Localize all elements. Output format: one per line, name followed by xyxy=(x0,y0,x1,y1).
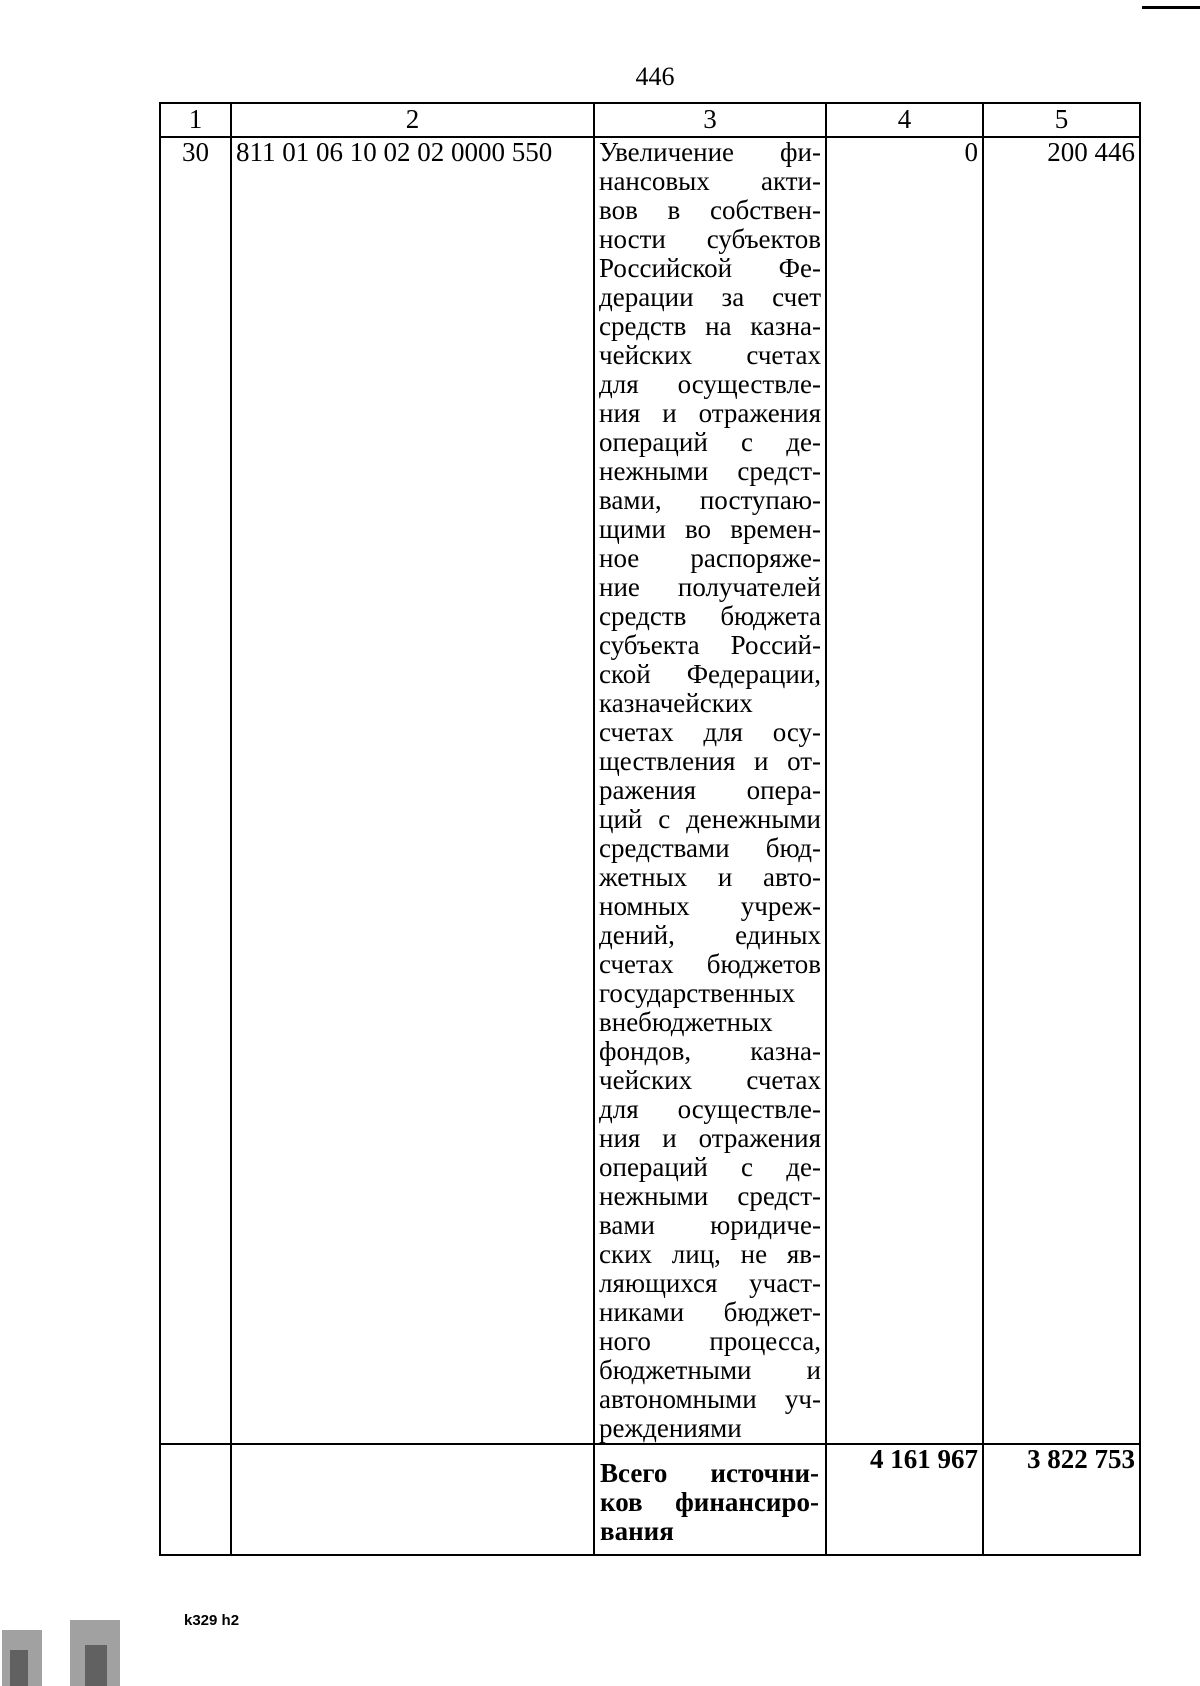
description-line: ния и отражения xyxy=(599,398,821,428)
total-value-col5: 3 822 753 xyxy=(983,1444,1140,1555)
description-line: для осуществле- xyxy=(599,369,821,399)
row-code: 811 01 06 10 02 02 0000 550 xyxy=(231,137,594,1444)
description-line: автономными уч- xyxy=(599,1384,821,1414)
top-edge-line xyxy=(1142,6,1200,9)
description-line: для осуществле- xyxy=(599,1094,821,1124)
row-value-col5: 200 446 xyxy=(983,137,1140,1444)
description-line: внебюджетных xyxy=(599,1007,773,1037)
description-line: операций с де- xyxy=(599,1152,821,1182)
description-line: ций с денежными xyxy=(599,804,821,834)
description-line: субъекта Россий- xyxy=(599,630,821,660)
total-label-line: вания xyxy=(600,1516,674,1546)
description-line: ражения опера- xyxy=(599,775,821,805)
description-line: ния и отражения xyxy=(599,1123,821,1153)
description-line: ляющихся участ- xyxy=(599,1268,821,1298)
description-line: вами юридиче- xyxy=(599,1210,821,1240)
total-label xyxy=(594,1444,826,1555)
total-row xyxy=(160,1444,1140,1555)
description-line: фондов, казна- xyxy=(599,1036,821,1066)
header-col-1: 1 xyxy=(160,103,231,137)
sources-table xyxy=(159,102,1141,1556)
total-empty-col1 xyxy=(160,1444,231,1555)
description-line: ской Федерации, xyxy=(599,659,821,689)
header-col-5: 5 xyxy=(983,103,1140,137)
description-line: средств бюджета xyxy=(599,601,821,631)
description-line: нежными средст- xyxy=(599,1181,821,1211)
description-line: реждениями xyxy=(599,1413,742,1443)
row-number: 30 xyxy=(160,137,231,1444)
description-line: ских лиц, не яв- xyxy=(599,1239,821,1269)
description-line: жетных и авто- xyxy=(599,862,821,892)
header-col-4: 4 xyxy=(826,103,983,137)
description-line: операций с де- xyxy=(599,427,821,457)
footer-code: k329 h2 xyxy=(184,1612,240,1629)
total-label-line: Всего источни- xyxy=(600,1458,819,1488)
description-line: счетах бюджетов xyxy=(599,949,821,979)
description-line: бюджетными и xyxy=(599,1355,821,1385)
description-line: средств на казна- xyxy=(599,311,821,341)
table-row xyxy=(160,137,1140,1444)
description-line: Увеличение фи- xyxy=(599,137,821,167)
description-line: ществления и от- xyxy=(599,746,821,776)
description-line: средствами бюд- xyxy=(599,833,821,863)
description-line: казначейских xyxy=(599,688,753,718)
header-row xyxy=(160,103,1140,137)
description-line: щими во времен- xyxy=(599,514,821,544)
header-col-2: 2 xyxy=(231,103,594,137)
total-value-col4: 4 161 967 xyxy=(826,1444,983,1555)
description-line: никами бюджет- xyxy=(599,1297,821,1327)
description-line: чейских счетах xyxy=(599,340,821,370)
description-line: вами, поступаю- xyxy=(599,485,821,515)
description-line: ное распоряже- xyxy=(599,543,821,573)
description-line: номных учреж- xyxy=(599,891,821,921)
description-line: счетах для осу- xyxy=(599,717,821,747)
total-label-line: ков финансиро- xyxy=(600,1487,819,1517)
description-line: дений, единых xyxy=(599,920,821,950)
description-line: Российской Фе- xyxy=(599,253,821,283)
description-line: государственных xyxy=(599,978,796,1008)
description-line: нансовых акти- xyxy=(599,166,821,196)
header-col-3: 3 xyxy=(594,103,826,137)
total-empty-col2 xyxy=(231,1444,594,1555)
description-line: вов в собствен- xyxy=(599,195,821,225)
description-line: ности субъектов xyxy=(599,224,821,254)
page-number: 446 xyxy=(635,62,675,91)
description-line: дерации за счет xyxy=(599,282,821,312)
description-line: чейских счетах xyxy=(599,1065,821,1095)
scan-noise-mark xyxy=(0,1600,150,1686)
description-line: нежными средст- xyxy=(599,456,821,486)
description-line: ние получателей xyxy=(599,572,821,602)
description-line: ного процесса, xyxy=(599,1326,821,1356)
row-value-col4: 0 xyxy=(826,137,983,1444)
row-description xyxy=(594,137,826,1444)
